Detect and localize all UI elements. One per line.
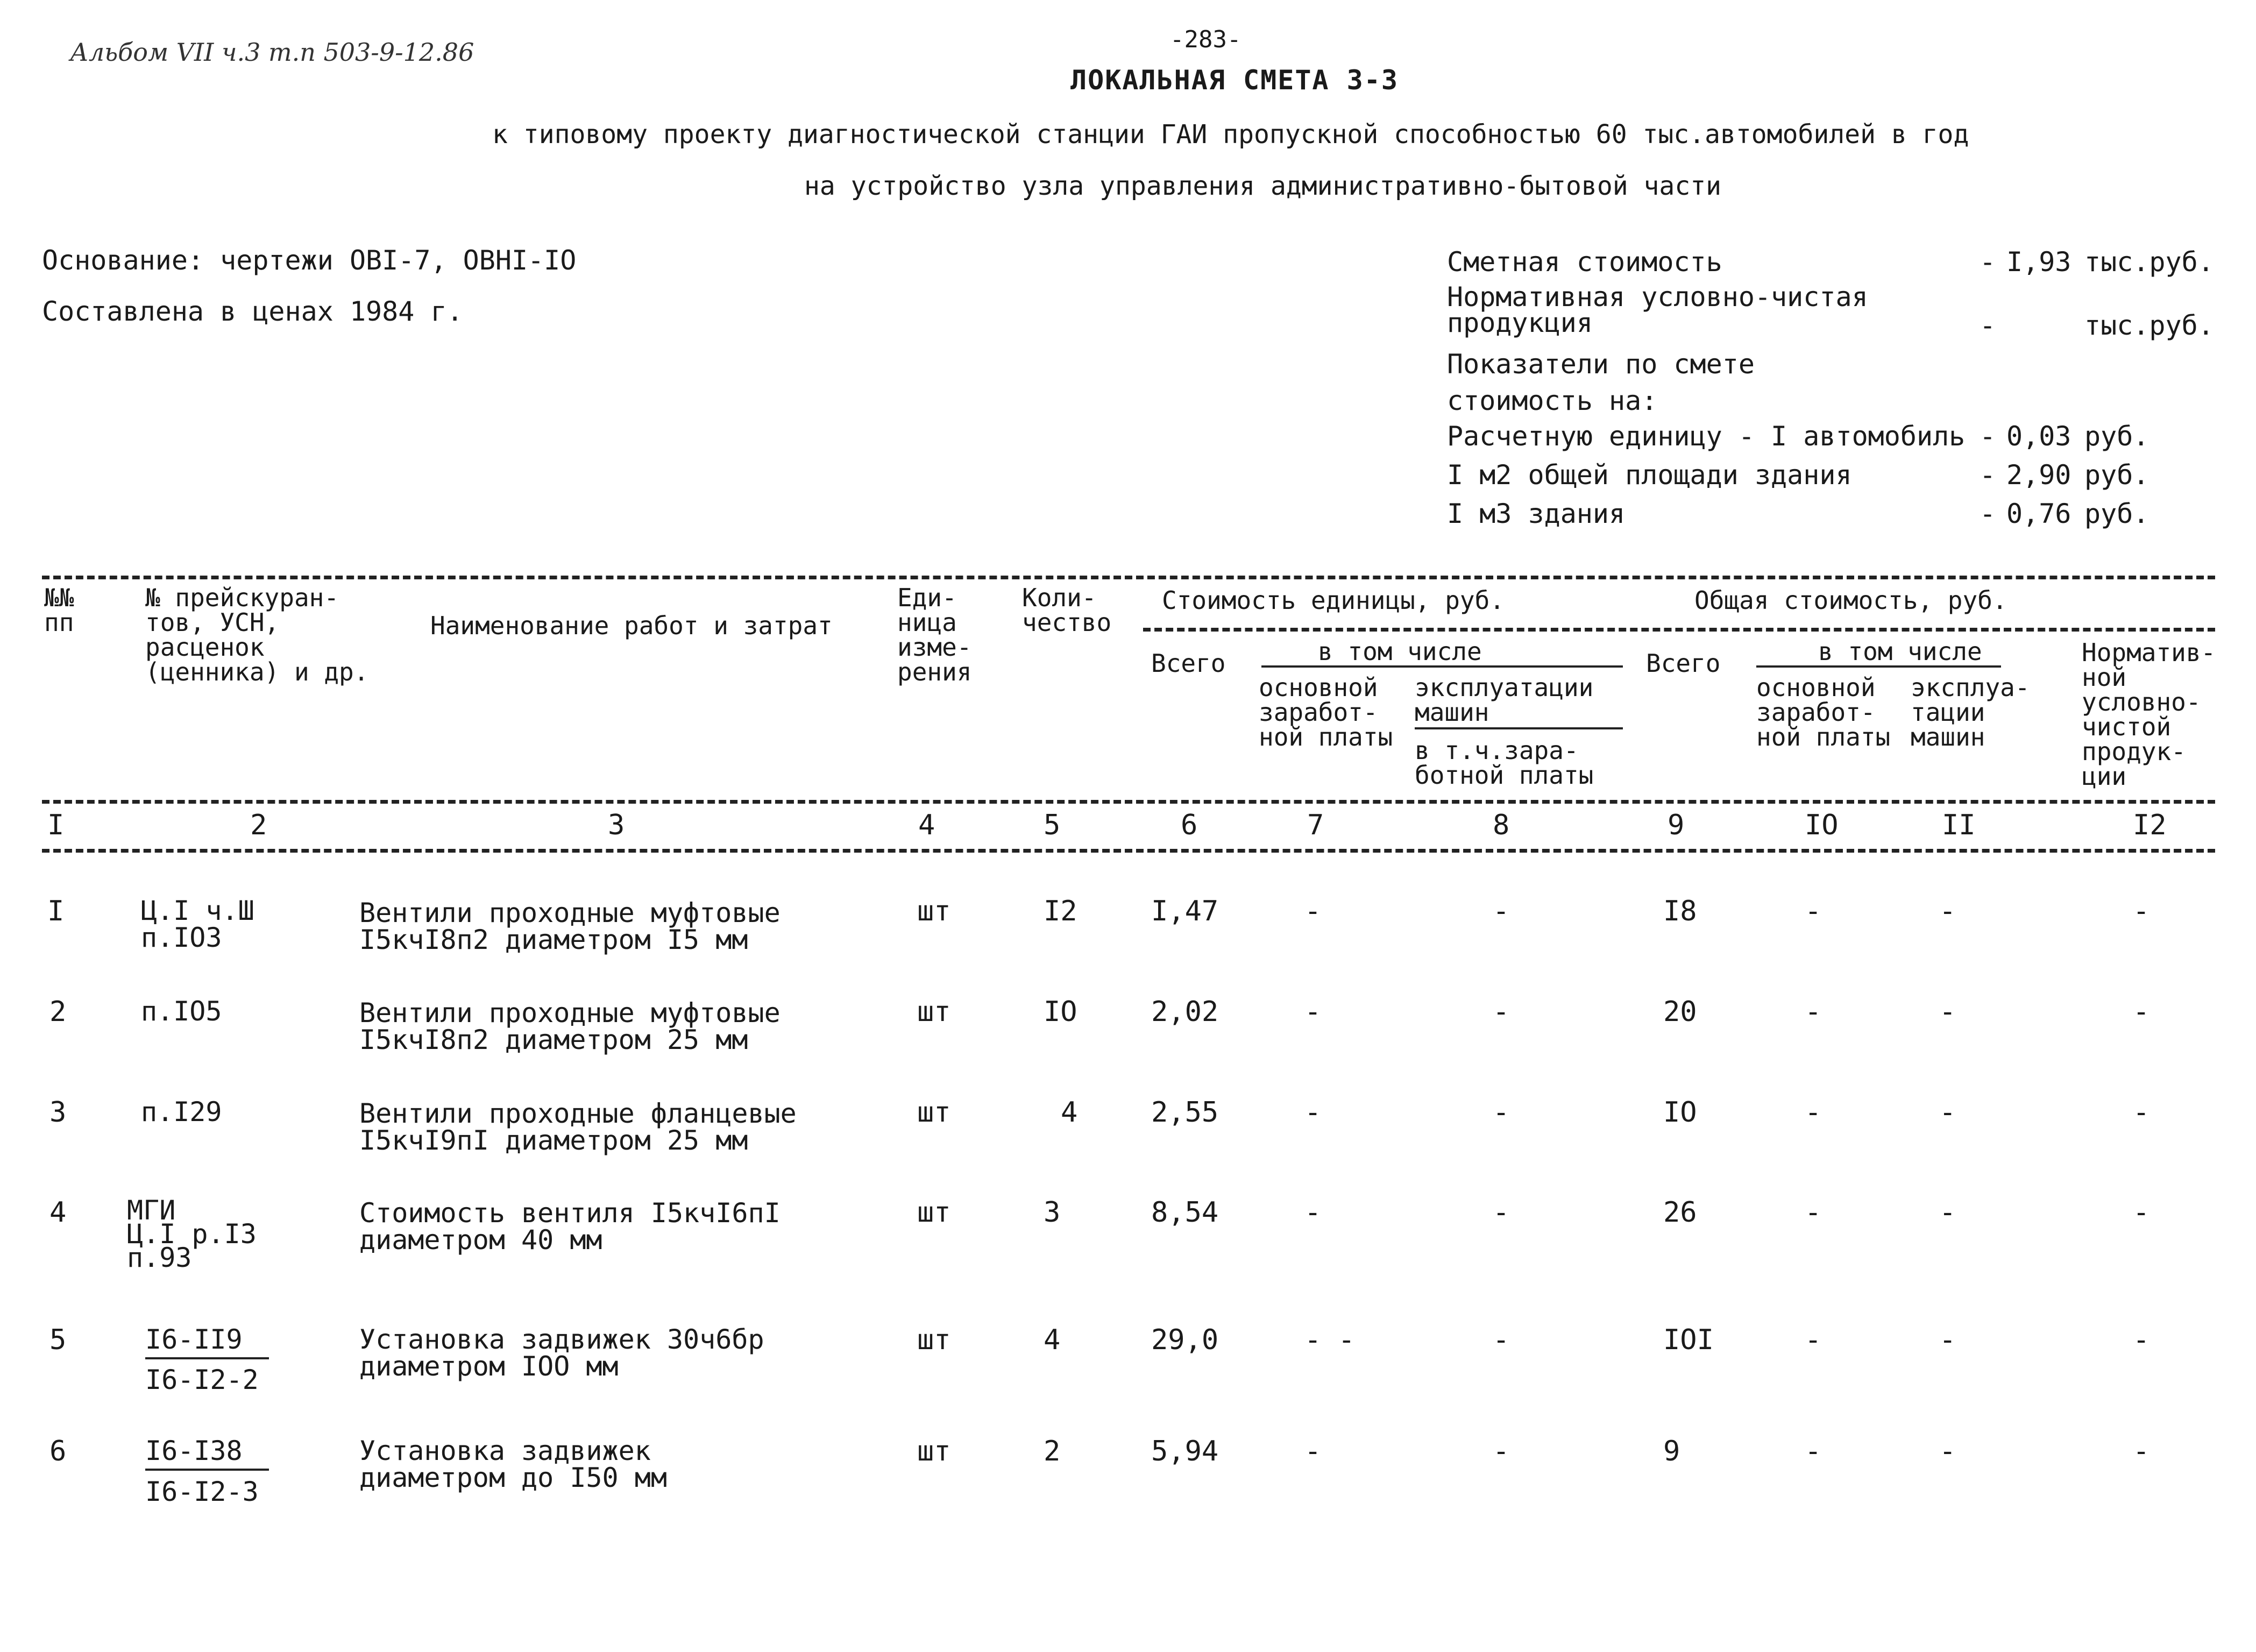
cost-unit: тыс.руб. — [2084, 246, 2214, 278]
row-name: Установка задвижек диаметром до I50 мм — [359, 1435, 667, 1493]
prices-year-note: Составлена в ценах 1984 г. — [42, 296, 463, 327]
indicator-label: I м3 здания — [1447, 498, 1626, 529]
table-top-rule — [42, 576, 2215, 579]
row-code: п.I29 — [141, 1096, 222, 1128]
indicator-label: Расчетную единицу - I автомобиль — [1447, 421, 1966, 452]
indicator-dash: - — [1980, 498, 1996, 529]
row-code: МГИ Ц.I р.I3 п.93 — [127, 1195, 257, 1273]
header-unit-mach-wage: в т.ч.зара- ботной платы — [1415, 736, 1594, 790]
row-col12: - — [2133, 1435, 2150, 1467]
row-price: 29,0 — [1151, 1324, 1219, 1356]
row-qty: 2 — [1044, 1435, 1061, 1467]
header-total-incl: в том числе — [1818, 637, 1982, 666]
row-col11: - — [1939, 1324, 1956, 1356]
row-unit: шт — [917, 1435, 951, 1467]
row-code-top: I6-I38 — [145, 1437, 269, 1471]
row-col12: - — [2133, 1196, 2150, 1229]
row-col8: - — [1493, 1435, 1510, 1467]
norm-label-1: Нормативная условно-чистая — [1447, 281, 1868, 313]
indicator-dash: - — [1980, 421, 1996, 452]
row-col11: - — [1939, 996, 1956, 1028]
row-total: 9 — [1663, 1435, 1680, 1467]
row-col12: - — [2133, 895, 2150, 927]
column-number: 4 — [918, 809, 935, 841]
row-name: Вентили проходные фланцевые I5кчI9пI диаметром 25 мм — [359, 1098, 797, 1156]
header-unit-cost: Стоимость единицы, руб. — [1162, 586, 1505, 615]
row-col10: - — [1805, 1096, 1822, 1129]
column-number: 6 — [1181, 809, 1198, 841]
row-unit: шт — [917, 895, 951, 927]
row-col8: - — [1493, 1324, 1510, 1356]
page-number: -283- — [1170, 26, 1241, 53]
row-qty: 3 — [1044, 1196, 1061, 1229]
column-number: I2 — [2133, 809, 2167, 841]
indicators-label-1: Показатели по смете — [1447, 349, 1755, 380]
row-col8: - — [1493, 895, 1510, 927]
row-col10: - — [1805, 1324, 1822, 1356]
row-code-top: I6-II9 — [145, 1326, 269, 1359]
row-qty: IO — [1044, 996, 1077, 1028]
row-total: I8 — [1663, 895, 1697, 927]
row-col8: - — [1493, 1196, 1510, 1229]
row-col7: - — [1304, 996, 1322, 1028]
row-qty: I2 — [1044, 895, 1077, 927]
row-number: I — [47, 895, 65, 927]
cost-dash: - — [1980, 246, 1996, 278]
row-code-bottom: I6-I2-2 — [145, 1364, 259, 1395]
header-col-qty: Коли- чество — [1022, 583, 1112, 637]
header-total-total: Всего — [1646, 649, 1721, 678]
page-title: ЛОКАЛЬНАЯ СМЕТА 3-3 — [1070, 65, 1399, 96]
row-number: 6 — [49, 1435, 67, 1467]
header-total-cost: Общая стоимость, руб. — [1694, 586, 2007, 615]
row-code: Ц.I ч.Ш п.IO3 — [141, 895, 254, 953]
row-price: 2,02 — [1151, 996, 1219, 1028]
row-code: п.IO5 — [141, 996, 222, 1027]
norm-unit: тыс.руб. — [2084, 310, 2214, 341]
header-unit-total: Всего — [1151, 649, 1226, 678]
row-col12: - — [2133, 1324, 2150, 1356]
indicator-unit: руб. — [2084, 459, 2149, 491]
header-col-name: Наименование работ и затрат — [430, 611, 833, 640]
row-col7: - — [1304, 1435, 1322, 1467]
column-number: IO — [1805, 809, 1839, 841]
row-col11: - — [1939, 1096, 1956, 1129]
machine-underline — [1415, 727, 1623, 729]
cost-value: I,93 — [2006, 246, 2071, 278]
row-qty: 4 — [1044, 1324, 1061, 1356]
row-unit: шт — [917, 1196, 951, 1229]
header-col-num: №№ пп — [44, 583, 74, 637]
row-col10: - — [1805, 895, 1822, 927]
album-note: Альбом VII ч.3 т.п 503-9-12.86 — [70, 38, 474, 67]
row-name: Установка задвижек 30ч6бр диаметром IOO мм — [359, 1324, 764, 1382]
row-number: 5 — [49, 1324, 67, 1356]
row-number: 4 — [49, 1196, 67, 1229]
row-col11: - — [1939, 1196, 1956, 1229]
row-col7: - — [1304, 1096, 1322, 1129]
row-col10: - — [1805, 1435, 1822, 1467]
indicator-unit: руб. — [2084, 421, 2149, 452]
row-price: 5,94 — [1151, 1435, 1219, 1467]
row-price: 2,55 — [1151, 1096, 1219, 1129]
row-col7: - — [1304, 1196, 1322, 1229]
row-total: 26 — [1663, 1196, 1697, 1229]
basis-note: Основание: чертежи ОВI-7, ОВНI-IO — [42, 245, 577, 276]
row-col12: - — [2133, 996, 2150, 1028]
column-number: 9 — [1668, 809, 1685, 841]
header-norm: Норматив- ной условно- чистой продук- ции — [2082, 638, 2216, 791]
row-col11: - — [1939, 895, 1956, 927]
column-number: 2 — [250, 809, 267, 841]
column-number: 7 — [1307, 809, 1324, 841]
header-unit-incl: в том числе — [1318, 637, 1482, 666]
row-qty: 4 — [1061, 1096, 1078, 1129]
indicator-dash: - — [1980, 459, 1996, 491]
norm-label-2: продукция — [1447, 307, 1593, 338]
header-bottom-rule — [42, 800, 2215, 804]
column-number: 5 — [1044, 809, 1061, 841]
column-number: 3 — [608, 809, 625, 841]
indicator-value: 0,76 — [2006, 498, 2071, 529]
row-price: I,47 — [1151, 895, 1219, 927]
subtitle-project: к типовому проекту диагностической станции ГАИ пропускной способностью 60 тыс.автомобилей в год — [492, 119, 1969, 150]
header-col-code: № прейскуран- тов, УСН, расценок (ценника) и др. — [145, 583, 369, 686]
row-col12: - — [2133, 1096, 2150, 1129]
header-total-mach: эксплуа- тации машин — [1911, 673, 2030, 751]
column-numbers-rule — [42, 849, 2215, 853]
indicator-label: I м2 общей площади здания — [1447, 459, 1852, 491]
row-col7: - - — [1304, 1324, 1355, 1356]
row-number: 2 — [49, 996, 67, 1028]
indicator-value: 0,03 — [2006, 421, 2071, 452]
row-unit: шт — [917, 1324, 951, 1356]
row-total: IO — [1663, 1096, 1697, 1129]
row-price: 8,54 — [1151, 1196, 1219, 1229]
row-name: Стоимость вентиля I5кчI6пI диаметром 40 мм — [359, 1197, 781, 1256]
row-unit: шт — [917, 996, 951, 1028]
cost-group-rule — [1143, 628, 2215, 632]
indicators-label-2: стоимость на: — [1447, 385, 1658, 416]
row-name: Вентили проходные муфтовые I5кчI8п2 диаметром I5 мм — [359, 897, 781, 955]
row-number: 3 — [49, 1096, 67, 1129]
row-col7: - — [1304, 895, 1322, 927]
row-col11: - — [1939, 1435, 1956, 1467]
norm-dash: - — [1980, 310, 1996, 341]
row-col10: - — [1805, 1196, 1822, 1229]
header-unit-mach: эксплуатации машин — [1415, 673, 1594, 727]
cost-label: Сметная стоимость — [1447, 246, 1722, 278]
subtitle-object: на устройство узла управления административно-бытовой части — [804, 171, 1722, 201]
column-number: 8 — [1493, 809, 1510, 841]
row-col8: - — [1493, 996, 1510, 1028]
header-unit-wage: основной заработ- ной платы — [1259, 673, 1393, 751]
header-col-unit: Еди- ница изме- рения — [897, 583, 972, 686]
indicator-value: 2,90 — [2006, 459, 2071, 491]
row-total: IOI — [1663, 1324, 1714, 1356]
column-number: I — [47, 809, 65, 841]
header-total-wage: основной заработ- ной платы — [1756, 673, 1891, 751]
row-unit: шт — [917, 1096, 951, 1129]
indicator-unit: руб. — [2084, 498, 2149, 529]
row-code-bottom: I6-I2-3 — [145, 1476, 259, 1507]
row-col8: - — [1493, 1096, 1510, 1129]
row-col10: - — [1805, 996, 1822, 1028]
column-number: II — [1942, 809, 1976, 841]
row-name: Вентили проходные муфтовые I5кчI8п2 диаметром 25 мм — [359, 997, 781, 1055]
row-total: 20 — [1663, 996, 1697, 1028]
